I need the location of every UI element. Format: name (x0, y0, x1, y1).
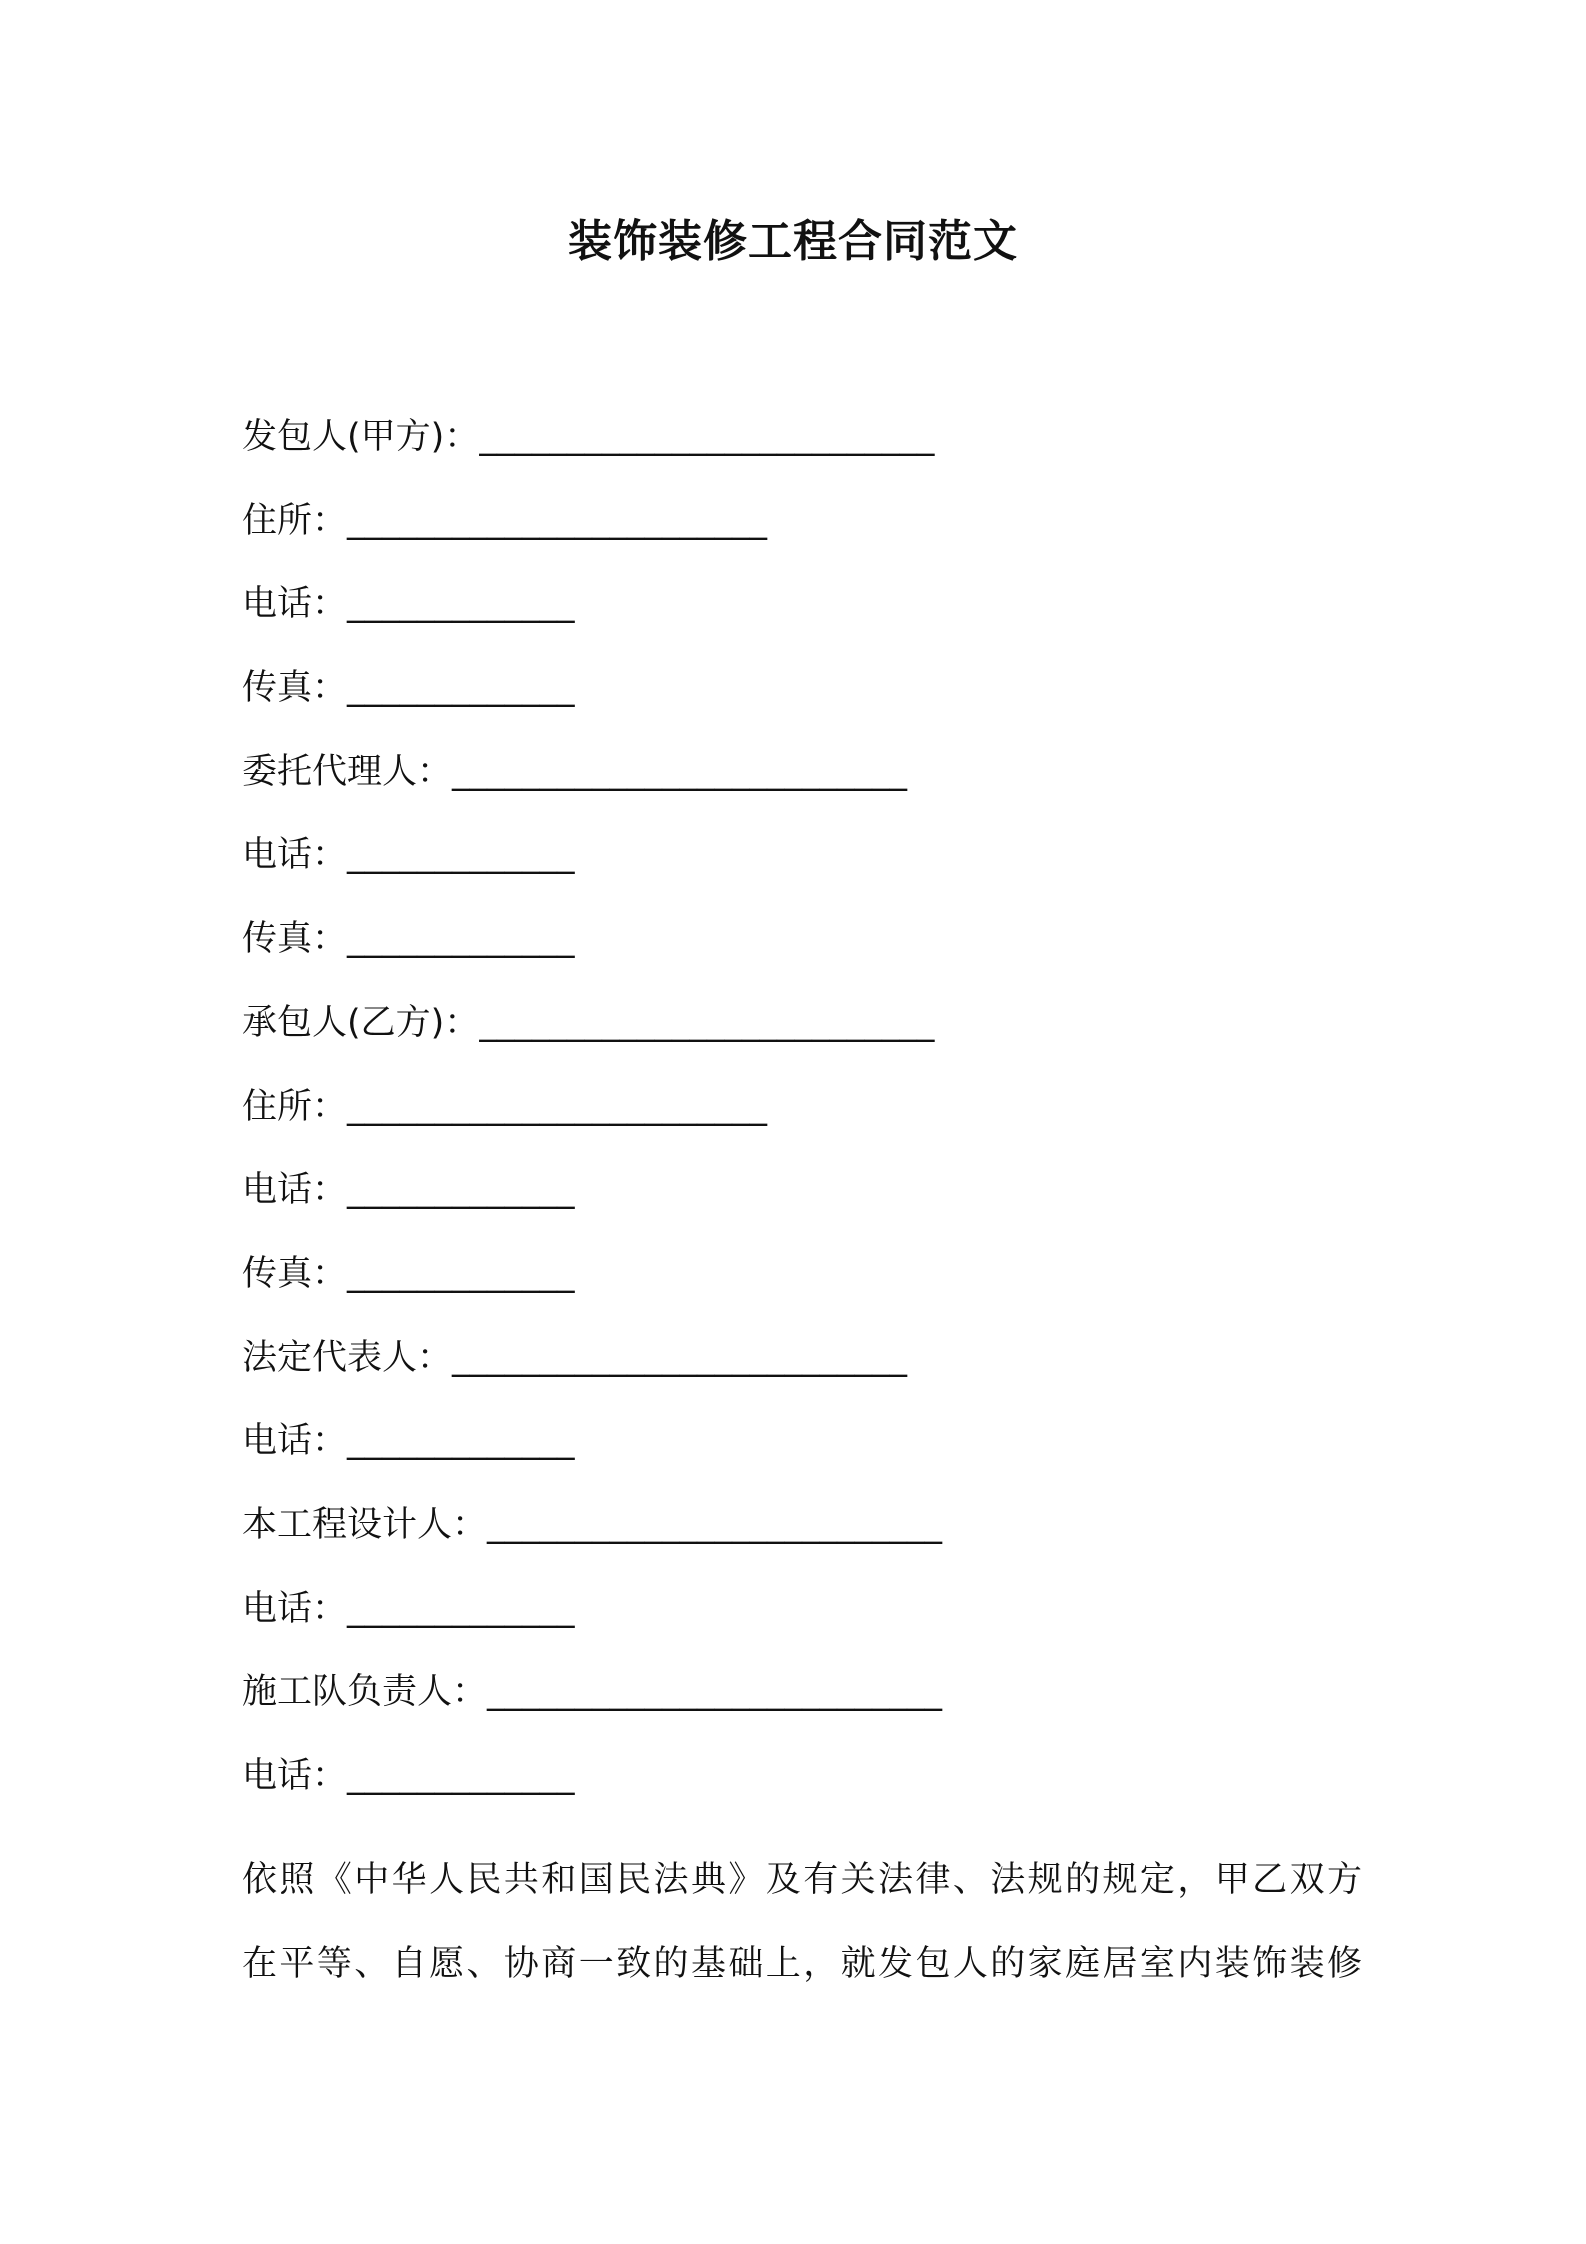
field-agent-fax (242, 914, 1362, 998)
fill-blank: __________________________ (452, 751, 908, 792)
field-crew-leader-phone (242, 1751, 1362, 1835)
field-client-fax (242, 663, 1362, 747)
field-label: 电话： (242, 1756, 348, 1796)
fill-blank: __________________________ (479, 1002, 935, 1043)
fill-blank: __________________________ (479, 417, 935, 457)
field-label: 电话： (242, 1170, 348, 1211)
field-contractor-address (242, 1082, 1362, 1166)
field-label: 传真： (242, 668, 348, 709)
field-contractor-fax (242, 1249, 1362, 1333)
field-contractor (242, 998, 1362, 1082)
field-label: 传真： (242, 919, 348, 960)
fill-blank: ________________________ (347, 500, 768, 541)
fill-blank: ________________________ (347, 1086, 768, 1127)
fill-blank: _____________ (347, 584, 575, 625)
field-label: 承包人(乙方)： (242, 1002, 480, 1043)
field-label: 本工程设计人： (242, 1504, 488, 1545)
field-designer (242, 1500, 1362, 1584)
paragraph-line: 在平等、自愿、协商一致的基础上，就发包人的家庭居室内装饰装修 (242, 1944, 1362, 1984)
field-label: 传真： (242, 1253, 348, 1294)
field-label: 住所： (242, 1086, 348, 1127)
fill-blank: _____________ (347, 668, 575, 709)
party-info-fields (242, 412, 1362, 1835)
field-label: 电话： (242, 1421, 348, 1462)
fill-blank: _____________ (347, 1253, 575, 1294)
field-agent (242, 747, 1362, 831)
field-agent-phone (242, 830, 1362, 914)
contract-preamble (242, 1838, 1362, 2006)
document-title: 装饰装修工程合同范文 (568, 216, 1018, 267)
field-label: 电话： (242, 835, 348, 876)
field-legal-rep (242, 1333, 1362, 1417)
field-label: 施工队负责人： (242, 1672, 488, 1713)
field-designer-phone (242, 1584, 1362, 1668)
field-crew-leader (242, 1667, 1362, 1751)
fill-blank: _____________ (347, 919, 575, 960)
field-contractor-phone (242, 1165, 1362, 1249)
paragraph-line: 依照《中华人民共和国民法典》及有关法律、法规的规定，甲乙双方 (242, 1860, 1362, 1900)
fill-blank: _____________ (347, 1588, 575, 1629)
field-legal-rep-phone (242, 1416, 1362, 1500)
field-client-phone (242, 579, 1362, 663)
field-label: 法定代表人： (242, 1337, 453, 1378)
field-label: 电话： (242, 584, 348, 625)
field-label: 电话： (242, 1588, 348, 1629)
fill-blank: _____________ (347, 835, 575, 876)
fill-blank: _____________ (347, 1170, 575, 1211)
fill-blank: __________________________ (487, 1672, 943, 1713)
fill-blank: _____________ (347, 1756, 575, 1796)
field-client (242, 412, 1362, 496)
fill-blank: __________________________ (452, 1337, 908, 1378)
field-label: 委托代理人： (242, 751, 453, 792)
field-label: 住所： (242, 500, 348, 541)
fill-blank: _____________ (347, 1421, 575, 1462)
field-label: 发包人(甲方)： (242, 417, 480, 457)
field-client-address (242, 496, 1362, 580)
fill-blank: __________________________ (487, 1504, 943, 1545)
